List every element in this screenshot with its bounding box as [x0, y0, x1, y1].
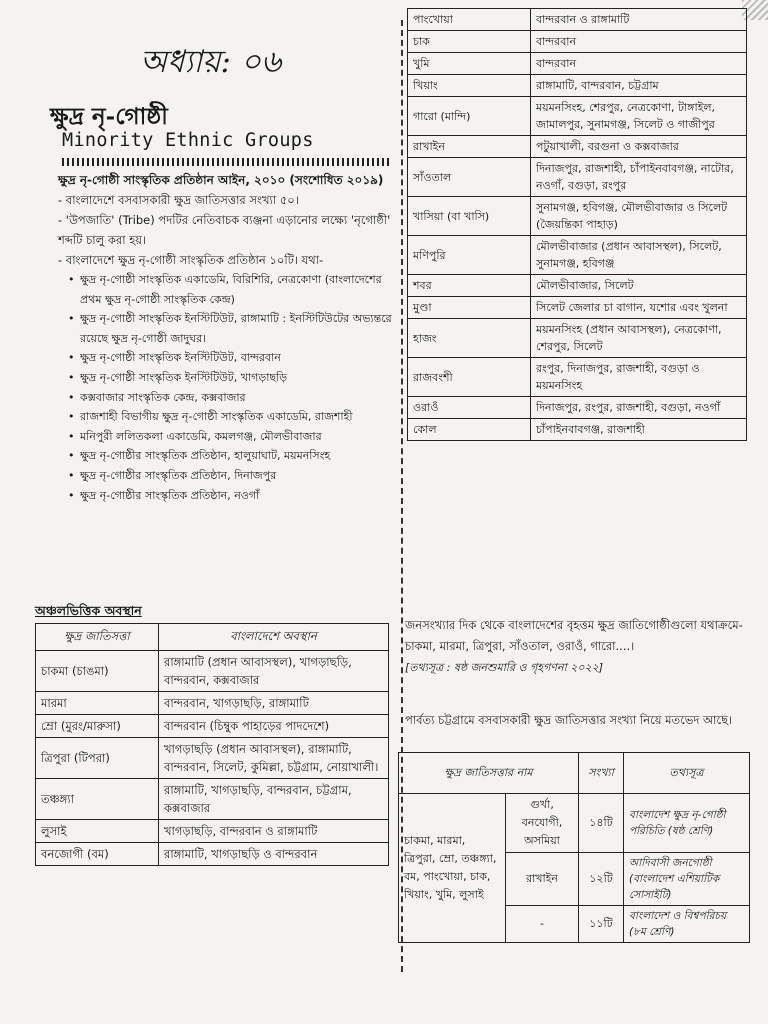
location-cell: পটুয়াখালী, বরগুনা ও কক্সবাজার	[531, 136, 747, 158]
list-item: • রাজশাহী বিভাগীয় ক্ষুদ্র নৃ-গোষ্ঠী সাংস্কৃতিক একাডেমি, রাজশাহী	[80, 407, 394, 427]
location-cell: খাগড়াছড়ি, বান্দরবান ও রাঙ্গামাটি	[159, 820, 389, 843]
group-cell: ওরাওঁ	[408, 397, 531, 419]
group-cell: মুণ্ডা	[408, 297, 531, 319]
source-cell: আদিবাসী জনগোষ্ঠী (বাংলাদেশ এশিয়াটিক সোসাইটি)	[624, 853, 750, 906]
table-row	[408, 236, 747, 275]
table-row	[36, 779, 389, 820]
list-item: • ক্ষুদ্র নৃ-গোষ্ঠীর সাংস্কৃতিক প্রতিষ্ঠান, হালুয়াঘাট, ময়মনসিংহ	[80, 446, 394, 466]
table-row	[408, 53, 747, 75]
table-row	[36, 692, 389, 715]
group-cell: শবর	[408, 275, 531, 297]
location-cell: মৌলভীবাজার (প্রধান আবাসস্থল), সিলেট, সুনামগঞ্জ, হবিগঞ্জ	[531, 236, 747, 275]
table-row	[408, 275, 747, 297]
chittagong-note: পার্বত্য চট্টগ্রামে বসবাসকারী ক্ষুদ্র জাতিসত্তার সংখ্যা নিয়ে মতভেদ আছে।	[405, 713, 733, 727]
count-cell: ১৪টি	[579, 794, 624, 853]
table-row	[408, 358, 747, 397]
group-cell: কোল	[408, 419, 531, 441]
table-row	[408, 158, 747, 197]
column-header: ক্ষুদ্র জাতিসত্তার নাম	[399, 753, 579, 794]
location-cell: বান্দরবান (চিম্বুক পাহাড়ের পাদদেশে)	[159, 715, 389, 738]
count-cell: ১২টি	[579, 853, 624, 906]
group-cell: ম্রো (মুরং/মারুসা)	[36, 715, 159, 738]
group-cell: রাজবংশী	[408, 358, 531, 397]
title-bengali: ক্ষুদ্র নৃ-গোষ্ঠী	[50, 103, 168, 130]
source-cell: বাংলাদেশ ও বিশ্বপরিচয় (৮ম শ্রেণি)	[624, 906, 750, 943]
title-english: Minority Ethnic Groups	[62, 130, 314, 151]
source-table	[398, 752, 750, 943]
location-cell: দিনাজপুর, রংপুর, রাজশাহী, বগুড়া, নওগাঁ	[531, 397, 747, 419]
group-cell: লুসাই	[36, 820, 159, 843]
location-cell: বান্দরবান, খাগড়াছড়ি, রাঙ্গামাটি	[159, 692, 389, 715]
group-cell: মণিপুরি	[408, 236, 531, 275]
law-heading: ক্ষুদ্র নৃ-গোষ্ঠী সাংস্কৃতিক প্রতিষ্ঠান আইন, ২০১০ (সংশোধিত ২০১৯)	[58, 173, 384, 187]
table-row	[408, 319, 747, 358]
extra-group-cell: গুর্খা, বনযোগী, অসমিয়া	[506, 794, 579, 853]
column-header: ক্ষুদ্র জাতিসত্তা	[36, 624, 159, 651]
group-cell: গারো (মান্দি)	[408, 97, 531, 136]
location-cell: খাগড়াছড়ি (প্রধান আবাসস্থল), রাঙ্গামাটি, বান্দরবান, সিলেট, কুমিল্লা, চট্টগ্রাম, নোয়াখালী।	[159, 738, 389, 779]
location-cell: বান্দরবান	[531, 53, 747, 75]
institute-list	[58, 270, 394, 505]
column-header: তথ্যসূত্র	[624, 753, 750, 794]
table-row	[408, 419, 747, 441]
title-underline	[62, 158, 392, 166]
column-header: সংখ্যা	[579, 753, 624, 794]
location-cell: রংপুর, দিনাজপুর, রাজশাহী, বগুড়া ও ময়মনসিংহ	[531, 358, 747, 397]
list-item: • কক্সবাজার সাংস্কৃতিক কেন্দ্র, কক্সবাজার	[80, 388, 394, 408]
extra-group-cell: -	[506, 906, 579, 943]
table-row	[408, 197, 747, 236]
table-row	[36, 651, 389, 692]
group-cell: বনজোগী (বম)	[36, 843, 159, 866]
table-row	[399, 794, 750, 853]
list-item: • মনিপুরী ললিতকলা একাডেমি, কমলগঞ্জ, মৌলভীবাজার	[80, 427, 394, 447]
table-row	[408, 97, 747, 136]
group-cell: খিয়াং	[408, 75, 531, 97]
location-cell: রাঙ্গামাটি, বান্দরবান, চট্টগ্রাম	[531, 75, 747, 97]
location-cell: ময়মনসিংহ, শেরপুর, নেত্রকোণা, টাঙ্গাইল, জামালপুর, সুনামগঞ্জ, সিলেট ও গাজীপুর	[531, 97, 747, 136]
location-cell: সিলেট জেলার চা বাগান, যশোর এবং খুলনা	[531, 297, 747, 319]
location-cell: বান্দরবান ও রাঙ্গামাটি	[531, 9, 747, 31]
table-row	[36, 738, 389, 779]
group-cell: চাক	[408, 31, 531, 53]
location-cell: রাঙ্গামাটি (প্রধান আবাসস্থল), খাগড়াছড়ি, বান্দরবান, কক্সবাজার	[159, 651, 389, 692]
table-row	[408, 31, 747, 53]
location-cell: মৌলভীবাজার, সিলেট	[531, 275, 747, 297]
table-row	[408, 397, 747, 419]
chapter-label: অধ্যায়: ০৬	[140, 44, 282, 80]
intro-body	[58, 170, 394, 505]
group-cell: রাখাইন	[408, 136, 531, 158]
group-cell: খুমি	[408, 53, 531, 75]
count-cell: ১১টি	[579, 906, 624, 943]
group-cell: খাসিয়া (বা খাসি)	[408, 197, 531, 236]
names-cell: চাকমা, মারমা, ত্রিপুরা, ম্রো, তঞ্চঙ্গ্যা, বম, পাংখোয়া, চাক, খিয়াং, খুমি, লুসাই	[399, 794, 506, 943]
note-text: জনসংখ্যার দিক থেকে বাংলাদেশের বৃহত্তম ক্ষুদ্র জাতিগোষ্ঠীগুলো যথাক্রমে- চাকমা, মারমা, ত্রিপুরা, সাঁওতাল, ওরাওঁ, গারো....।	[405, 618, 743, 653]
list-item: • ক্ষুদ্র নৃ-গোষ্ঠীর সাংস্কৃতিক প্রতিষ্ঠান, দিনাজপুর	[80, 466, 394, 486]
note-source: [তথ্যসূত্র : ষষ্ঠ জনশুমারি ও গৃহগণনা ২০২২]	[405, 661, 604, 674]
group-cell: ত্রিপুরা (টিপরা)	[36, 738, 159, 779]
location-cell: বান্দরবান	[531, 31, 747, 53]
section-heading: অঞ্চলভিত্তিক অবস্থান	[35, 603, 142, 618]
point: - বাংলাদেশে ক্ষুদ্র নৃ-গোষ্ঠী সাংস্কৃতিক প্রতিষ্ঠান ১০টি। যথা-	[58, 253, 324, 267]
source-cell: বাংলাদেশ ক্ষুদ্র নৃ-গোষ্ঠী পরিচিতি (ষষ্ঠ শ্রেণি)	[624, 794, 750, 853]
point: - 'উপজাতি' (Tribe) পদটির নেতিবাচক ব্যঞ্জনা এড়ানোর লক্ষ্যে 'নৃগোষ্ঠী' শব্দটি চালু করা হয়।	[58, 213, 391, 247]
point: - বাংলাদেশে বসবাসকারী ক্ষুদ্র জাতিসত্তার সংখ্যা ৫০।	[58, 193, 299, 207]
group-cell: চাকমা (চাঙমা)	[36, 651, 159, 692]
list-item: • ক্ষুদ্র নৃ-গোষ্ঠী সাংস্কৃতিক ইনস্টিটিউট, খাগড়াছড়ি	[80, 368, 394, 388]
list-item: • ক্ষুদ্র নৃ-গোষ্ঠী সাংস্কৃতিক ইনস্টিটিউট, বান্দরবান	[80, 348, 394, 368]
location-cell: সুনামগঞ্জ, হবিগঞ্জ, মৌলভীবাজার ও সিলেট (জৈয়ন্তিকা পাহাড়)	[531, 197, 747, 236]
group-cell: হাজং	[408, 319, 531, 358]
group-cell: মারমা	[36, 692, 159, 715]
table-row	[408, 75, 747, 97]
list-item: • ক্ষুদ্র নৃ-গোষ্ঠী সাংস্কৃতিক ইনস্টিটিউট, রাঙ্গামাটি : ইনস্টিটিউটের অভ্যন্তরে রয়েছে ক্ষুদ্র নৃ-গোষ্ঠী জাদুঘর।	[80, 309, 394, 348]
group-cell: তঞ্চঙ্গ্যা	[36, 779, 159, 820]
table-row	[408, 297, 747, 319]
location-cell: রাঙ্গামাটি, খাগড়াছড়ি, বান্দরবান, চট্টগ্রাম, কক্সবাজার	[159, 779, 389, 820]
table-row	[408, 9, 747, 31]
table-row	[36, 715, 389, 738]
table-row	[36, 843, 389, 866]
table-row	[36, 820, 389, 843]
list-item: • ক্ষুদ্র নৃ-গোষ্ঠীর সাংস্কৃতিক প্রতিষ্ঠান, নওগাঁ	[80, 486, 394, 506]
group-cell: পাংখোয়া	[408, 9, 531, 31]
extra-group-cell: রাখাইন	[506, 853, 579, 906]
location-cell: ময়মনসিংহ (প্রধান আবাসস্থল), নেত্রকোণা, শেরপুর, সিলেট	[531, 319, 747, 358]
location-cell: রাঙ্গামাটি, খাগড়াছড়ি ও বান্দরবান	[159, 843, 389, 866]
location-cell: চাঁপাইনবাবগঞ্জ, রাজশাহী	[531, 419, 747, 441]
table-row	[408, 136, 747, 158]
region-table-left	[35, 623, 389, 866]
population-note	[405, 615, 750, 678]
column-header: বাংলাদেশে অবস্থান	[159, 624, 389, 651]
region-table-right	[407, 8, 747, 441]
list-item: • ক্ষুদ্র নৃ-গোষ্ঠী সাংস্কৃতিক একাডেমি, বিরিশিরি, নেত্রকোণা (বাংলাদেশের প্রথম ক্ষুদ্র নৃ-গোষ্ঠী সাংস্কৃতিক কেন্দ্র)	[80, 270, 394, 309]
table-header-row	[399, 753, 750, 794]
location-cell: দিনাজপুর, রাজশাহী, চাঁপাইনবাবগঞ্জ, নাটোর, নওগাঁ, বগুড়া, রংপুর	[531, 158, 747, 197]
table-header-row	[36, 624, 389, 651]
group-cell: সাঁওতাল	[408, 158, 531, 197]
